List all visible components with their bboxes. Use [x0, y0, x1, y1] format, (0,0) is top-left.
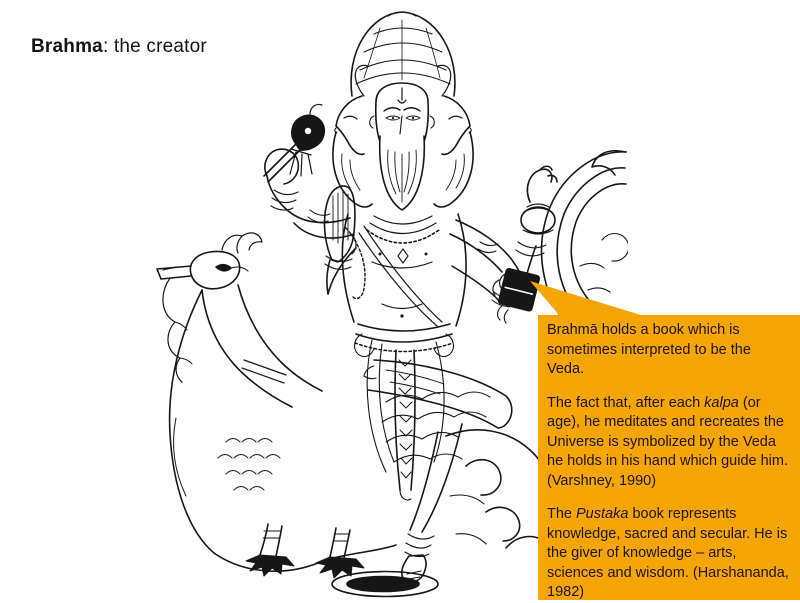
dhoti-legs [355, 324, 512, 582]
callout-box [538, 315, 800, 600]
page-title [31, 36, 207, 58]
sruva-ladle [264, 104, 324, 182]
sacred-thread [359, 226, 442, 326]
hamsa-swan [157, 233, 490, 578]
callout-tail [515, 272, 655, 318]
brahma-heads [333, 12, 473, 210]
swan-eye [216, 265, 231, 271]
title-word-brahma: Brahma [31, 36, 103, 57]
title-rest: : the creator [102, 36, 207, 57]
callout-paragraph-3: The Pustaka book represents knowledge, sacred and secular. He is the giver of knowledge – arts, sciences and wisdom. (Harshananda, 1982) [547, 506, 789, 600]
anklets [405, 534, 434, 557]
brahma-torso [342, 214, 466, 326]
callout-paragraph-2: The fact that, after each kalpa (or age), he meditates and recreates the Universe is symbolized by the Veda he holds in his hand which guide him. (Varshney, 1990) [547, 394, 789, 489]
kamandalu-pot [521, 166, 557, 234]
abhaya-hand [325, 186, 355, 262]
necklaces [370, 216, 436, 234]
callout-paragraph-1: Brahmā holds a book which is sometimes interpreted to be the Veda. [547, 322, 751, 377]
